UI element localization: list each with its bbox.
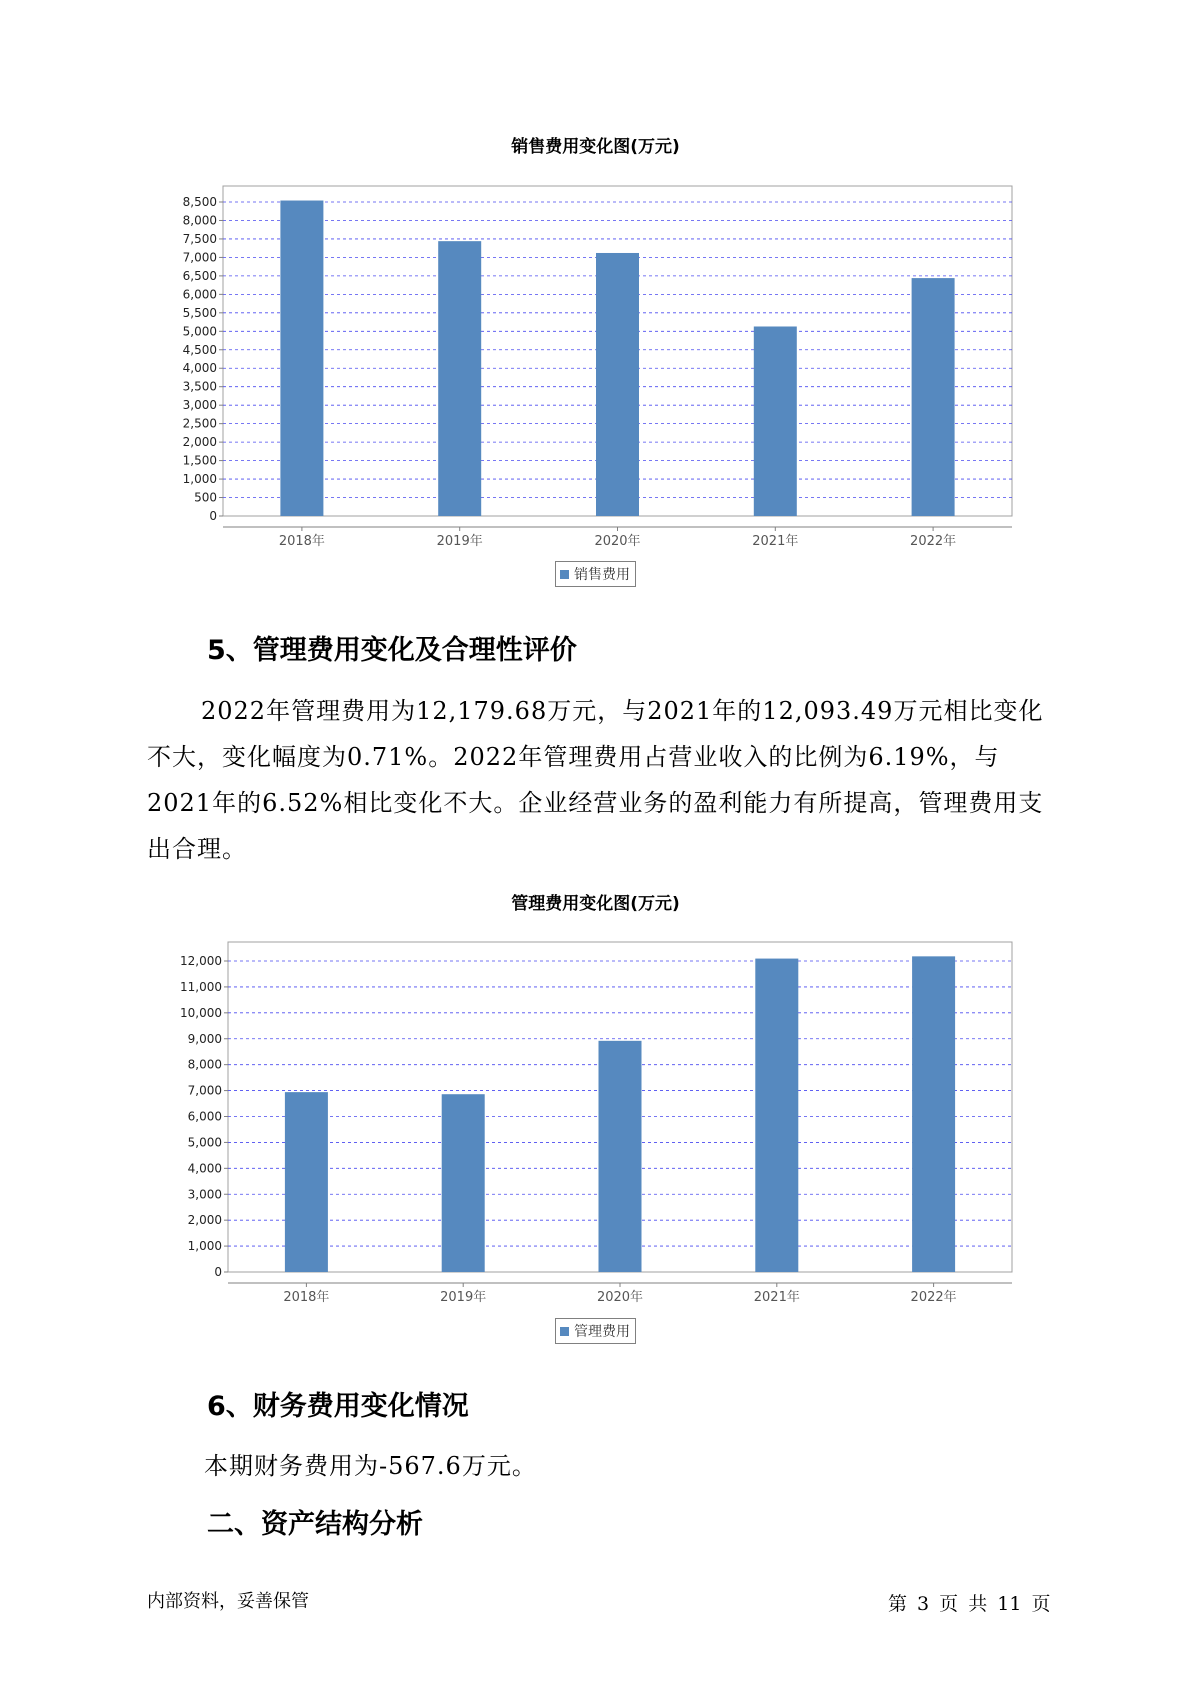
x-tick-label: 2022年 [910,534,957,549]
bar [442,1094,485,1272]
bar [912,956,955,1272]
y-tick-label: 500 [194,490,217,505]
footer-confidential: 内部资料，妥善保管 [147,1591,309,1612]
x-tick-label: 2019年 [436,534,483,549]
x-tick-label: 2020年 [596,1290,644,1305]
y-tick-label: 10,000 [180,1005,222,1020]
y-tick-label: 4,500 [182,342,217,357]
y-tick-label: 5,500 [182,305,217,320]
y-tick-label: 9,000 [187,1031,222,1046]
y-tick-label: 8,000 [182,213,217,228]
y-tick-label: 6,500 [182,268,217,283]
legend-label: 管理费用 [574,1324,630,1340]
part-2-heading: 二、资产结构分析 [207,1509,423,1540]
footer-page-number: 第 3 页 共 11 页 [888,1593,1051,1615]
x-tick-label: 2020年 [594,534,641,549]
y-tick-label: 7,500 [182,231,217,246]
admin-chart-title: 管理费用变化图(万元) [511,894,680,914]
bar [285,1092,328,1272]
legend-swatch [560,1327,569,1336]
admin-chart-legend [555,1318,636,1344]
y-tick-label: 5,000 [187,1135,222,1150]
y-tick-label: 0 [214,1265,222,1279]
y-tick-label: 1,000 [187,1239,222,1254]
x-tick-label: 2018年 [283,1290,330,1305]
y-tick-label: 5,000 [182,324,217,339]
section-5-heading: 5、管理费用变化及合理性评价 [207,635,577,666]
bar [599,1041,642,1272]
sales-chart-title: 销售费用变化图(万元) [511,137,680,157]
y-tick-label: 1,500 [182,453,217,468]
y-tick-label: 3,000 [182,398,217,413]
y-tick-label: 0 [209,509,217,523]
section-5-paragraph: 2022年管理费用为12,179.68万元，与2021年的12,093.49万元相比变化不大，变化幅度为0.71%。2022年管理费用占营业收入的比例为6.19%，与2021年的6.52%相比变化不大。企业经营业务的盈利能力有所提高，管理费用支出合理。 [147,697,1044,863]
section-6-heading: 6、财务费用变化情况 [207,1391,469,1422]
y-tick-label: 6,000 [182,287,217,302]
x-tick-label: 2018年 [278,534,325,549]
legend-label: 销售费用 [574,567,630,583]
y-tick-label: 2,000 [182,435,217,450]
x-tick-label: 2019年 [440,1290,487,1305]
y-tick-label: 1,000 [182,472,217,487]
y-tick-label: 7,000 [182,250,217,265]
y-tick-label: 2,500 [182,416,217,431]
y-tick-label: 3,000 [187,1187,222,1202]
x-tick-label: 2022年 [910,1290,957,1305]
bar [755,959,798,1272]
y-tick-label: 8,000 [187,1057,222,1072]
x-tick-label: 2021年 [753,1290,800,1305]
y-tick-label: 11,000 [180,979,222,994]
y-tick-label: 4,000 [182,361,217,376]
y-tick-label: 7,000 [187,1083,222,1098]
y-tick-label: 2,000 [187,1213,222,1228]
x-tick-label: 2021年 [752,534,799,549]
y-tick-label: 12,000 [180,954,222,968]
y-tick-label: 4,000 [187,1161,222,1176]
y-tick-label: 6,000 [187,1109,222,1124]
y-tick-label: 3,500 [182,379,217,394]
section-6-paragraph: 本期财务费用为-567.6万元。 [204,1452,537,1480]
y-tick-label: 8,500 [182,195,217,209]
